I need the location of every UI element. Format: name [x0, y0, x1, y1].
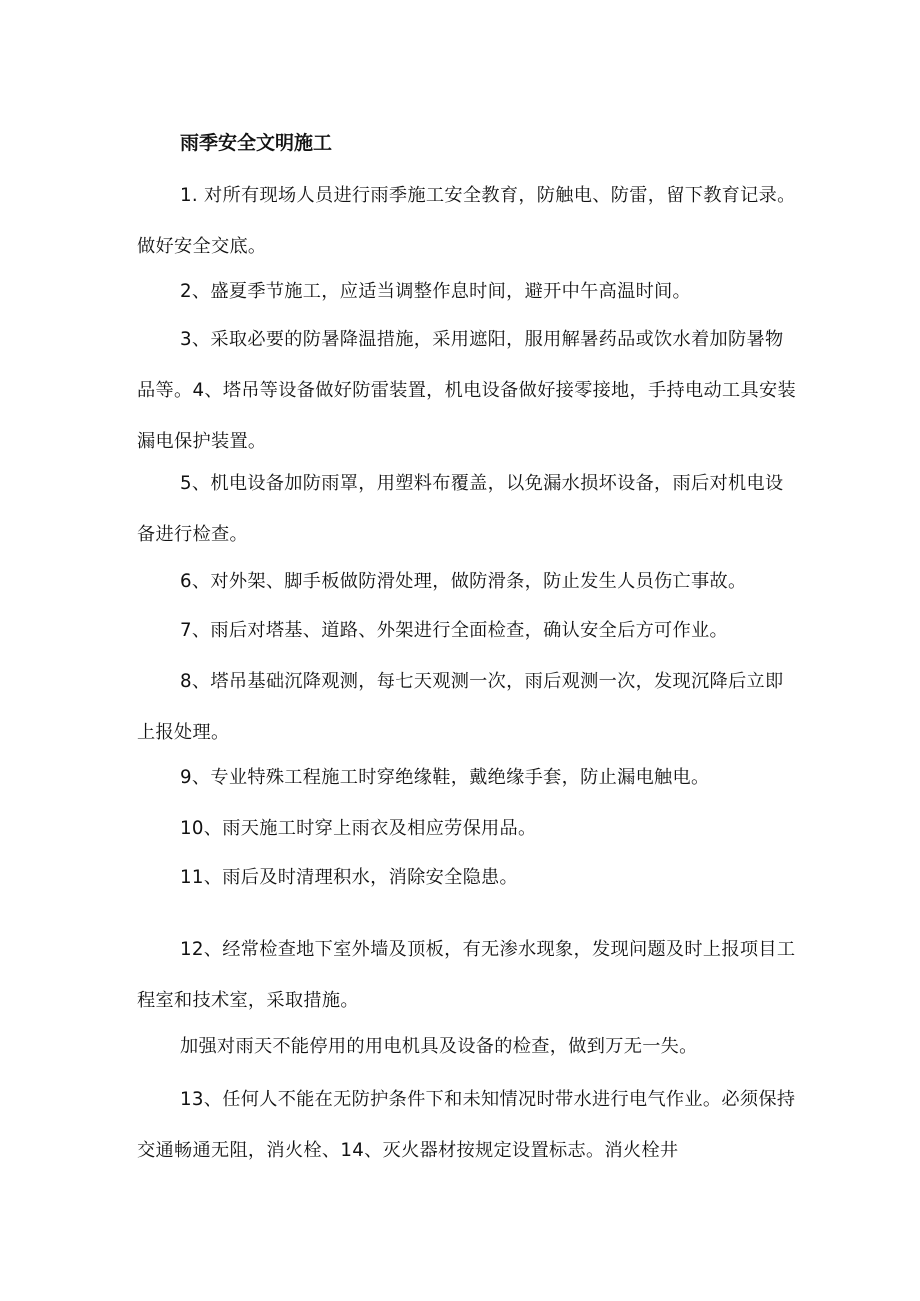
paragraph-12: 12、经常检查地下室外墙及顶板，有无渗水现象，发现问题及时上报项目工程室和技术室，采取措施。: [137, 939, 796, 1011]
paragraph-2: 2、盛夏季节施工，应适当调整作息时间，避开中午高温时间。: [180, 281, 692, 302]
paragraph-9: 9、专业特殊工程施工时穿绝缘鞋，戴绝缘手套，防止漏电触电。: [180, 767, 710, 788]
paragraph-1: 1. 对所有现场人员进行雨季施工安全教育，防触电、防雷，留下教育记录。做好安全交底。: [137, 185, 796, 257]
paragraph-inspection: 加强对雨天不能停用的用电机具及设备的检查，做到万无一失。: [180, 1036, 698, 1057]
paragraph-13: 13、任何人不能在无防护条件下和未知情况时带水进行电气作业。必须保持交通畅通无阻，消火栓、14、灭火器材按规定设置标志。消火栓井: [137, 1089, 796, 1161]
paragraph-8: 8、塔吊基础沉降观测，每七天观测一次，雨后观测一次，发现沉降后立即上报处理。: [137, 671, 784, 743]
paragraph-7: 7、雨后对塔基、道路、外架进行全面检查，确认安全后方可作业。: [180, 620, 729, 641]
paragraph-3: 3、采取必要的防暑降温措施，采用遮阳，服用解暑药品或饮水着加防暑物品等。4、塔吊等设备做好防雷装置，机电设备做好接零接地，手持电动工具安装漏电保护装置。: [137, 329, 796, 452]
paragraph-6: 6、对外架、脚手板做防滑处理，做防滑条，防止发生人员伤亡事故。: [180, 571, 747, 592]
paragraph-10: 10、雨天施工时穿上雨衣及相应劳保用品。: [180, 818, 537, 839]
document-title: 雨季安全文明施工: [180, 132, 333, 154]
paragraph-5: 5、机电设备加防雨罩，用塑料布覆盖，以免漏水损坏设备，雨后对机电设备进行检查。: [137, 473, 784, 545]
paragraph-11: 11、雨后及时清理积水，消除安全隐患。: [180, 867, 519, 888]
